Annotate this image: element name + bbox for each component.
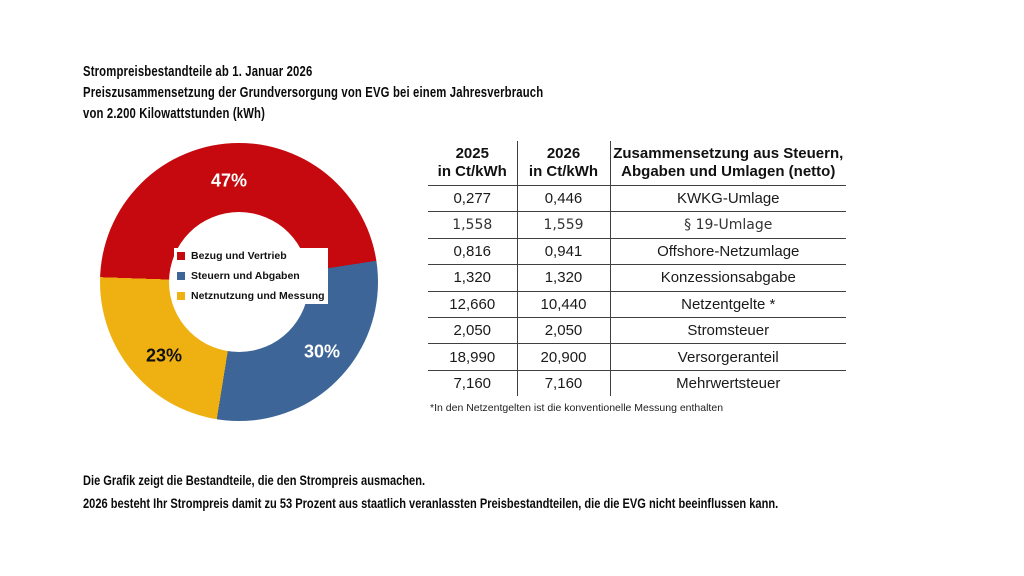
legend-label: Netznutzung und Messung [191, 290, 325, 302]
slice-label-bezug: 47% [210, 170, 248, 191]
slice-label-netznutzung: 23% [145, 345, 183, 366]
table-row: 18,990 20,900 Versorgeranteil [428, 344, 846, 370]
slice-label-steuern: 30% [303, 341, 341, 362]
title-line-3: von 2.200 Kilowattstunden (kWh) [83, 106, 266, 122]
table-row: 7,160 7,160 Mehrwertsteuer [428, 370, 846, 396]
price-components-table [428, 141, 846, 396]
legend-item [177, 250, 325, 262]
table-header-row [428, 141, 846, 186]
table-row: 1,558 1,559 § 19-Umlage [428, 212, 846, 238]
table-row: 0,816 0,941 Offshore-Netzumlage [428, 238, 846, 264]
legend-item [177, 270, 325, 282]
summary-text [83, 469, 778, 515]
page-title [83, 62, 543, 125]
table-row: 2,050 2,050 Stromsteuer [428, 317, 846, 343]
title-line-1: Strompreisbestandteile ab 1. Januar 2026 [83, 64, 313, 80]
summary-line-1: Die Grafik zeigt die Bestandteile, die den Strompreis ausmachen. [83, 473, 426, 488]
table-row: 12,660 10,440 Netzentgelte * [428, 291, 846, 317]
legend-swatch-red-icon [177, 252, 185, 260]
legend-label: Steuern und Abgaben [191, 270, 300, 282]
legend-label: Bezug und Vertrieb [191, 250, 287, 262]
title-line-2: Preiszusammensetzung der Grundversorgung von EVG bei einem Jahresverbrauch [83, 85, 544, 101]
column-header-2025: 2025 in Ct/kWh [428, 141, 517, 186]
legend-swatch-blue-icon [177, 272, 185, 280]
table-row: 0,277 0,446 KWKG-Umlage [428, 186, 846, 212]
table-row: 1,320 1,320 Konzessionsabgabe [428, 265, 846, 291]
chart-legend [174, 248, 328, 304]
donut-chart [100, 143, 378, 421]
legend-item [177, 290, 325, 302]
column-header-2026: 2026 in Ct/kWh [517, 141, 610, 186]
summary-line-2: 2026 besteht Ihr Strompreis damit zu 53 Prozent aus staatlich veranlassten Preisbestandteilen, die die EVG nicht beeinflussen kann. [83, 496, 779, 511]
column-header-composition: Zusammensetzung aus Steuern, Abgaben und Umlagen (netto) [610, 141, 846, 186]
table-footnote: *In den Netzentgelten ist die konventionelle Messung enthalten [430, 402, 724, 414]
legend-swatch-yellow-icon [177, 292, 185, 300]
